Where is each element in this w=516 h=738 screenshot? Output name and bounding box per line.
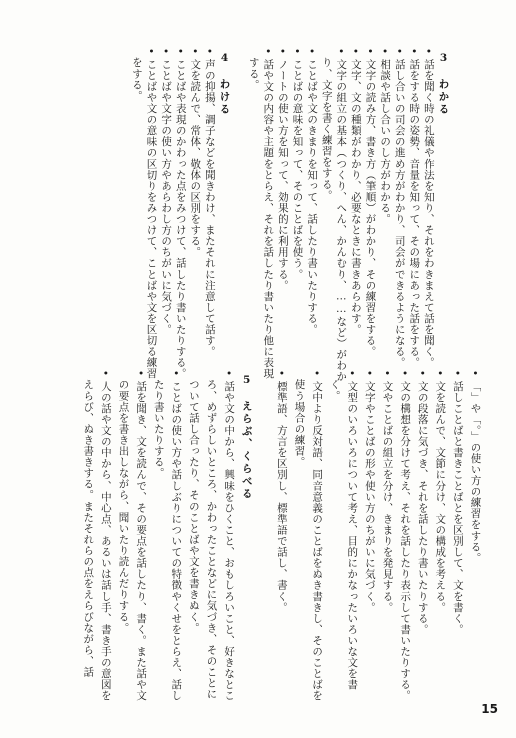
text-column: • ことばや文のきまりを知って、話したり書いたりする。 [307, 46, 318, 335]
text-column: の要点を書き出しながら、聞いたり読んだりする。 [117, 379, 130, 634]
text-column: • 話を聞き、文を読んで、その要点を話したり、書く。また話や文 [136, 368, 147, 701]
text-column: • 文を読んで、常体、敬体の区別をする。 [190, 46, 201, 257]
text-column: をする。 [130, 57, 143, 102]
text-column: • ことばや表現のかわった点をみつけて、話したり書いたりする。 [175, 46, 186, 379]
text-column: ついて話し合ったり、そのことばや文を書きぬく。 [187, 379, 200, 634]
section-heading: 4 わける [218, 52, 231, 116]
text-column: • ことばや文字の使い方やあらわし方のちがいに気づく。 [161, 46, 172, 335]
text-column: く。 [328, 379, 341, 402]
text-column: • 話や文の中から、興味をひくこと、おもしろいこと、好きなとこ [224, 368, 235, 701]
text-column: • 文字の読み方、書き方（筆順）がわかり、その練習をする。 [365, 46, 376, 357]
text-column: り、文字を書く練習をする。 [320, 57, 333, 201]
text-column: • 標準語、方言を区別し、標準語で話し、書く。 [276, 368, 287, 613]
section-heading: 3 わかる [437, 52, 450, 116]
text-column: • ことばや文の意味の区切りをみつけて、ことばや文を区切る練習 [146, 46, 157, 379]
section-heading: 5 えらぶ、くらべる [240, 374, 253, 501]
bottom-text-block [0, 368, 516, 702]
text-column: えらび、ぬき書きする。またそれらの点をえらびながら、話 [82, 379, 95, 678]
text-column: • 文字の組立の基本（つくり、へん、かんむり、……など）がわか [336, 46, 347, 382]
text-column: • ことばの意味を知って、そのことばを使う。 [292, 46, 303, 280]
page-number: 15 [481, 702, 498, 716]
text-column: • 話し合いの司会の進め方がわかり、司会ができるようになる。 [394, 46, 405, 368]
text-column: • 声の抑揚、調子などを聞きわけ、またそれに注意して話す。 [204, 46, 215, 357]
text-column: • 文字やことばの形や使い方のちがいに気づく。 [364, 368, 375, 613]
text-column: ろ、めずらしいところ、かわったことなどに気づき、そのことに [205, 379, 218, 700]
text-column: • 話をする時の姿勢、音量を知って、その場にあった話をする。 [409, 46, 420, 368]
text-column: たり書いたりする。 [152, 379, 165, 479]
text-column: • 文の構想を分けて考え、それを話したり表示して書いたりする。 [400, 368, 411, 701]
text-column: • 文を読んで、文節に分け、文の構成を考える。 [435, 368, 446, 613]
text-column: • 文型のいろいろについて考え、目的にかなったいろいな文を書 [347, 368, 358, 690]
text-column: • ノートの使い方を知って、効果的に利用する。 [277, 46, 288, 291]
text-column: • 「」や「。」の使い方の練習をする。 [470, 368, 481, 563]
text-column: • 話や文の内容や主題をとらえ、それを話したり書いたり他に表現 [263, 46, 274, 379]
text-column: • 文の段落に気づき、それを話したり書いたりする。 [417, 368, 428, 635]
top-text-block [0, 46, 516, 383]
text-column: • 人の話や文の中から、中心点、あるいは話し手、書き手の意図を [100, 368, 111, 701]
text-column: する。 [247, 57, 260, 91]
text-column: • 文中より反対語、同音意義のことばをぬき書きし、そのことばを [312, 368, 323, 701]
text-column: • 文字、文の種類がわかり、必要なときに書きあらわす。 [350, 46, 361, 335]
text-column: • ことばの使い方や話しぶりについての特徴やくせをとらえ、話し [171, 368, 182, 701]
text-column: • 話を聞く時の礼儀や作法を知り、それをわきまえて話を聞く。 [423, 46, 434, 368]
text-column: • 相談や話し合いのし方がわかる。 [380, 46, 391, 224]
text-column: • 文やことばの組立を分け、きまりを発見する。 [382, 368, 393, 613]
text-column: • 話しことばと書きことばとを区別して、文を書く。 [452, 368, 463, 635]
text-column: 使う場合の練習。 [293, 379, 306, 468]
